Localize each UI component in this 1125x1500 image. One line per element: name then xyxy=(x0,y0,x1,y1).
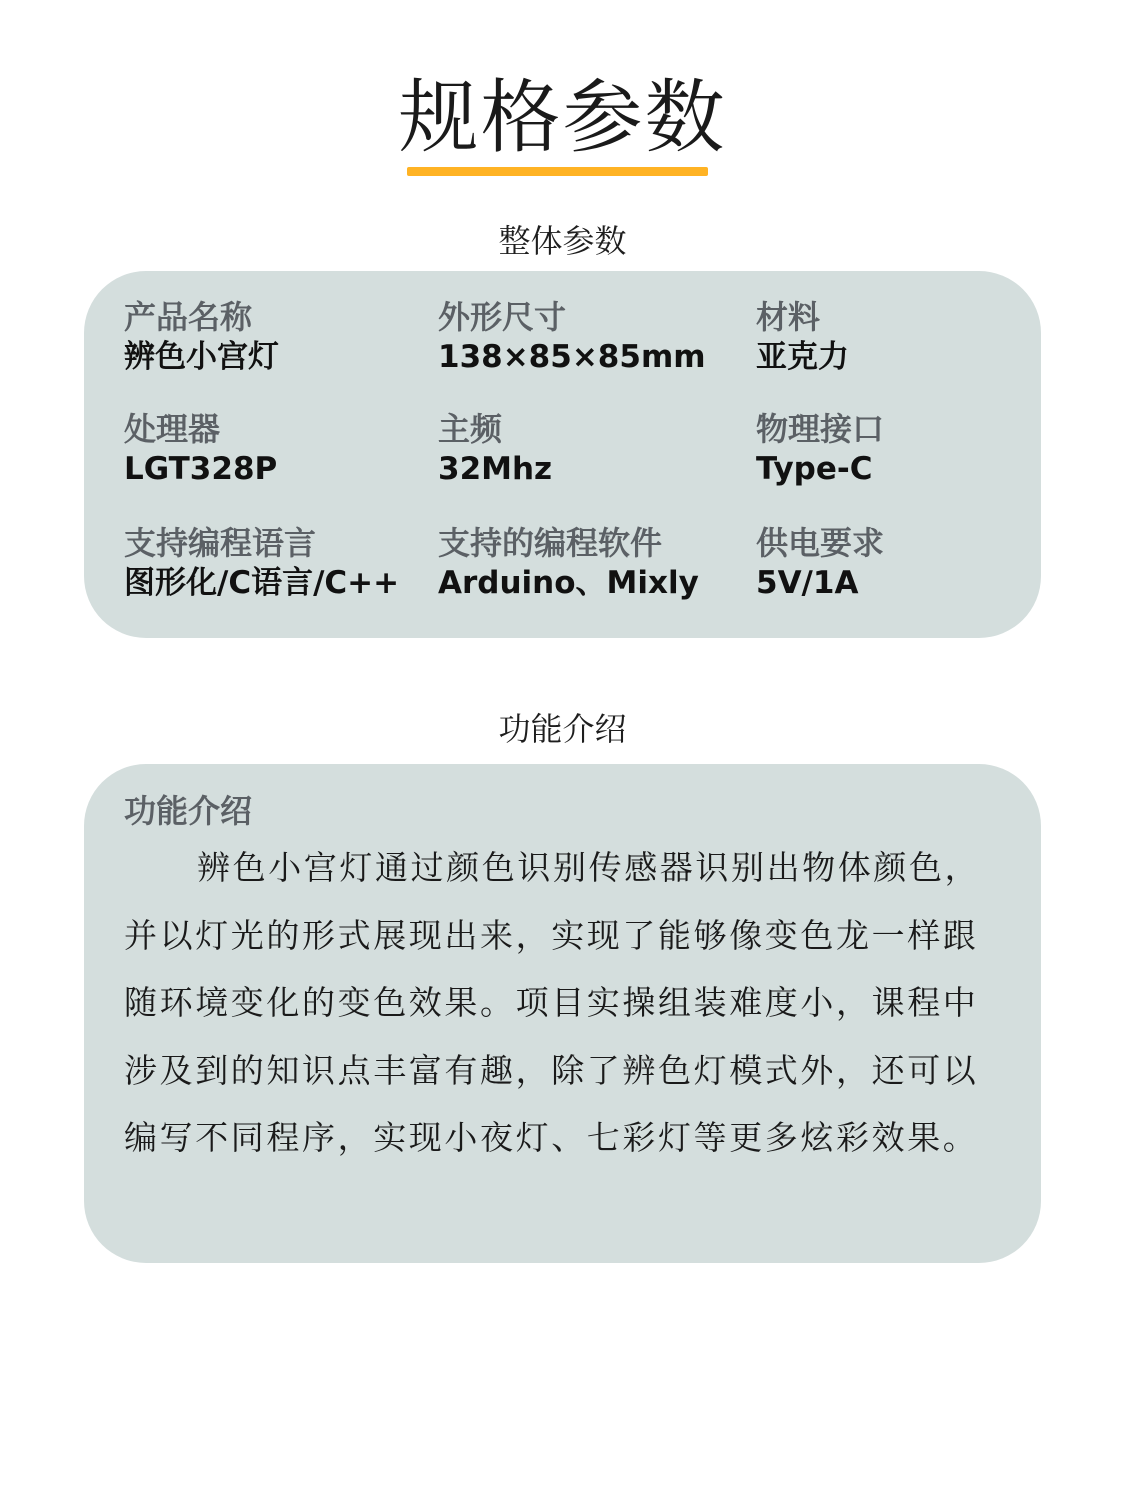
spec-item-material xyxy=(756,297,1056,377)
title-underline xyxy=(407,167,708,176)
spec-item-frequency xyxy=(438,409,738,489)
spec-value: 5V/1A xyxy=(756,565,859,601)
spec-value: 亚克力 xyxy=(756,339,849,375)
spec-item-processor xyxy=(124,409,424,489)
spec-item-software xyxy=(438,523,738,603)
features-section-heading: 功能介绍 xyxy=(498,710,627,748)
spec-label: 产品名称 xyxy=(124,298,253,336)
features-panel xyxy=(84,764,1041,1263)
spec-value: Type-C xyxy=(756,451,873,487)
spec-label: 物理接口 xyxy=(756,410,885,448)
spec-value: 图形化/C语言/C++ xyxy=(124,565,400,601)
spec-item-languages xyxy=(124,523,424,603)
features-description: 辨色小宫灯通过颜色识别传感器识别出物体颜色，并以灯光的形式展现出来，实现了能够像变色龙一样跟随环境变化的变色效果。项目实操组装难度小，课程中涉及到的知识点丰富有趣，除了辨色灯模式外，还可以编写不同程序，实现小夜灯、七彩灯等更多炫彩效果。 xyxy=(124,848,981,1157)
features-label: 功能介绍 xyxy=(124,792,253,830)
spec-label: 外形尺寸 xyxy=(438,298,567,336)
spec-panel xyxy=(84,271,1041,638)
spec-label: 支持的编程软件 xyxy=(438,524,663,562)
spec-value: Arduino、Mixly xyxy=(438,565,699,601)
spec-value: LGT328P xyxy=(124,451,278,487)
spec-item-interface xyxy=(756,409,1056,489)
page-title: 规格参数 xyxy=(398,71,727,164)
spec-value: 辨色小宫灯 xyxy=(124,339,279,375)
overall-section-heading: 整体参数 xyxy=(498,222,627,260)
spec-label: 处理器 xyxy=(124,410,221,448)
spec-item-product-name xyxy=(124,297,424,377)
spec-label: 主频 xyxy=(438,410,503,448)
spec-label: 材料 xyxy=(756,298,821,336)
spec-value: 138×85×85mm xyxy=(438,339,706,375)
spec-item-power xyxy=(756,523,1056,603)
spec-label: 供电要求 xyxy=(756,524,885,562)
spec-item-dimensions xyxy=(438,297,738,377)
spec-label: 支持编程语言 xyxy=(124,524,317,562)
spec-value: 32Mhz xyxy=(438,451,553,487)
